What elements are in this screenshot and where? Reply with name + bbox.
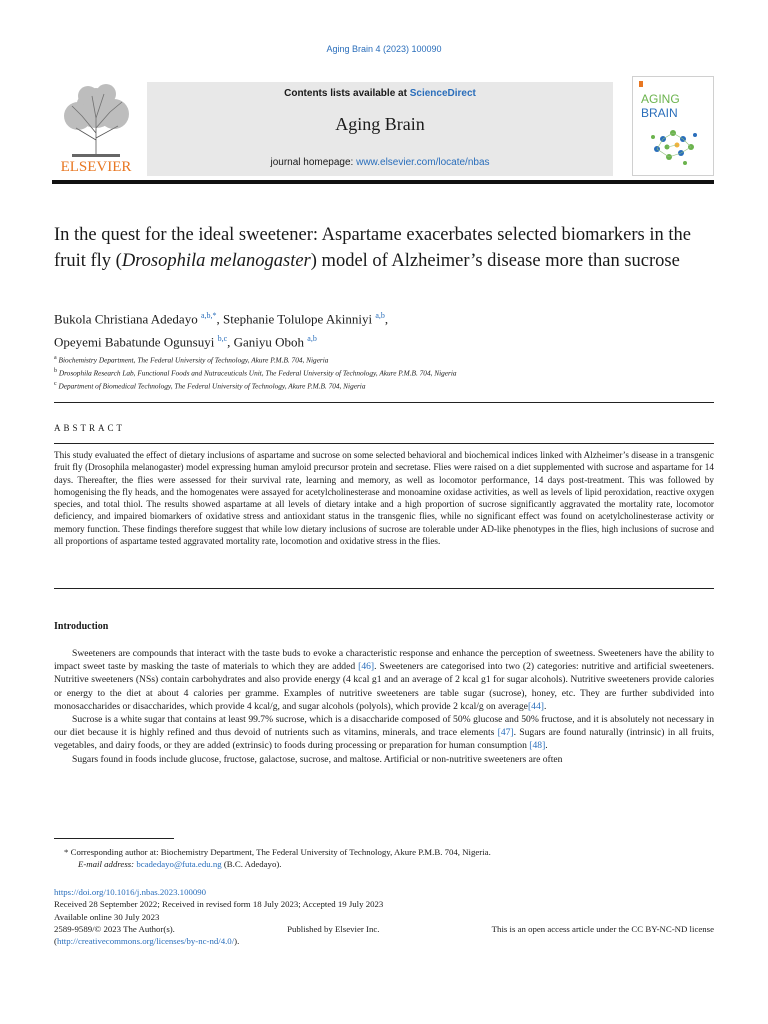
- contents-prefix: Contents lists available at: [284, 88, 410, 99]
- sciencedirect-link[interactable]: ScienceDirect: [409, 88, 476, 99]
- paragraph: Sugars found in foods include glucose, fructose, galactose, sucrose, and maltose. Artificial or non-nutritive sweeteners are often: [72, 753, 563, 765]
- affiliation-mark: b: [54, 367, 57, 374]
- author-affil-marks[interactable]: b,c: [217, 334, 228, 344]
- introduction-body: [54, 647, 714, 766]
- license-part: This is an open access article under the CC BY-NC-ND license: [491, 923, 714, 934]
- license-link[interactable]: http://creativecommons.org/licenses/by-nc-nd/4.0/: [56, 936, 235, 947]
- affiliation-mark: a: [54, 355, 57, 361]
- paragraph-text: Sweeteners are compounds that interact with the taste buds to evoke a characteristic response and enhance the perception of sweetness. Sweeteners have the ability to impact sweet taste by masking the taste of materials to which they are added: [54, 648, 714, 673]
- section-heading-introduction: Introduction: [54, 621, 109, 632]
- email-label: E-mail address:: [78, 859, 137, 870]
- abstract-bottom-rule: [54, 588, 714, 589]
- author-affil-marks[interactable]: a,b: [307, 334, 317, 344]
- article-title: [54, 222, 694, 274]
- affiliation: [54, 353, 714, 366]
- doi-link[interactable]: https://doi.org/10.1016/j.nbas.2023.100090: [54, 887, 207, 897]
- title-species: Drosophila melanogaster: [121, 251, 311, 271]
- affiliation-text: Department of Biomedical Technology, The Federal University of Technology, Akure P.M.B. 704, Nigeria: [58, 381, 366, 391]
- paragraph-text: Sucrose is a white sugar that contains at least 99.7% sucrose, which is a disaccharide composed of 50% glucose and 50% fructose, and it is absolutely not necessary in our diet because it is highly refined and thus devoid of nutrients such as vitamins, minerals, and trace elements: [54, 714, 714, 739]
- citation-ref[interactable]: [44]: [527, 700, 544, 712]
- journal-cover[interactable]: [632, 76, 714, 176]
- affiliation: [54, 379, 714, 392]
- author-name[interactable]: Stephanie Tolulope Akinniyi: [223, 311, 373, 327]
- cover-network-icon: [651, 130, 697, 165]
- available-online: Available online 30 July 2023: [54, 911, 160, 922]
- paragraph-text: . Sugars are found naturally (intrinsic) in all fruits, vegetables, and dairy foods, or they are added (extrinsic) to foods during processing or preparation for human consumption: [54, 727, 714, 752]
- license-part: Published by Elsevier Inc.: [287, 923, 380, 934]
- paragraph: [54, 713, 714, 753]
- journal-header: [147, 82, 613, 176]
- article-info: [54, 886, 714, 947]
- elsevier-logo: [52, 78, 140, 174]
- journal-name: Aging Brain: [335, 114, 425, 134]
- journal-citation[interactable]: Aging Brain 4 (2023) 100090: [326, 44, 442, 54]
- cover-title-line1: AGING: [641, 92, 680, 106]
- footnote-rule: [54, 838, 174, 839]
- license-part: 2589-9589/© 2023 The Author(s).: [54, 923, 175, 934]
- title-part1: In the quest for the ideal sweetener: Aspartame exacerbates selected biomarkers in the fruit fly (: [54, 225, 691, 271]
- abstract-top-rule: [54, 402, 714, 403]
- license-close-paren: ).: [234, 936, 240, 947]
- footnote: [54, 846, 714, 871]
- license-open-paren: (: [54, 936, 57, 947]
- affiliation-mark: c: [54, 380, 57, 387]
- author-list: [54, 306, 694, 353]
- journal-homepage-link[interactable]: www.elsevier.com/locate/nbas: [356, 157, 490, 168]
- abstract-heading-rule: [54, 443, 714, 444]
- title-part2: ) model of Alzheimer’s disease more than sucrose: [310, 251, 680, 271]
- abstract-text: This study evaluated the effect of dietary inclusions of aspartame and sucrose on some selected behavioral and biochemical indices linked with Alzheimer’s disease in a transgenic fruit fly (Drosophila melanogaster) model expressing human amyloid precursor protein and secretase. Flies were raised on a diet supplemented with sucrose and aspartame for 14 days. Thereafter, the flies were assessed for their survival rate, learning and memory, as well as locomotor performance, 14 days post-treatment. This was followed by homogenising the fly heads, and the homogenates were assayed for acetylcholinesterase and monoamine oxidase activities, as well as levels of lipid peroxidation, reactive oxygen species, and total thiol. The results showed aspartame at all levels of dietary intake and a high proportion of sucrose significantly aggravated the mortality rate, locomotor deficiency, and impaired biomarkers of oxidative stress and antioxidant status in the transgenic flies, while no significant effect was found on acetylcholinesterase activity or memory function. These findings therefore suggest that while low dietary inclusions of sucrose are tolerable under AD-like phenotypes in the flies, high inclusions of sucrose and all proportions of aspartame tested aggravated mortality rate, locomotion and oxidative stress in the flies.: [54, 450, 714, 547]
- corresponding-author-note: * Corresponding author at: Biochemistry Department, The Federal University of Technology, Akure P.M.B. 704, Nigeria.: [64, 847, 491, 857]
- author-name[interactable]: Bukola Christiana Adedayo: [54, 311, 198, 327]
- affiliation-text: Biochemistry Department, The Federal University of Technology, Akure P.M.B. 704, Nigeria: [58, 355, 329, 365]
- citation-ref[interactable]: [48]: [529, 740, 546, 752]
- author-separator: ,: [384, 311, 389, 327]
- paragraph: [54, 647, 714, 713]
- abstract-heading: ABSTRACT: [54, 423, 126, 433]
- header-rule: [52, 180, 714, 184]
- affiliation: [54, 366, 714, 379]
- author-affil-marks[interactable]: a,b,*: [200, 311, 217, 320]
- elsevier-tree-icon: [52, 78, 140, 174]
- author-separator: ,: [216, 311, 224, 327]
- homepage-prefix: journal homepage:: [270, 157, 357, 168]
- paragraph-text: . Sweeteners are categorised into two (2) categories: nutritive and artificial sweeteners. Nutritive sweeteners (NSs) contain carbohydrates and also provide energy (4 kcal g1 and an average of 2 kcal g1 for sugar alcohols). Nutritive sweeteners provide calories or energy to the diet at about 4 calories per gramme. Examples of nutritive sweeteners are table sugar (sucrose), honey, etc. They are further subdivided into monosaccharides or disaccharides, which provide 4 kcal/g, and sugar alcohols (polyols), which provide 2 kcal/g on average: [54, 661, 714, 712]
- author-name[interactable]: Ganiyu Oboh: [233, 334, 305, 350]
- author-separator: ,: [227, 334, 234, 350]
- email-line: [54, 858, 714, 870]
- email-suffix: (B.C. Adedayo).: [221, 859, 282, 870]
- author-name[interactable]: Opeyemi Babatunde Ogunsuyi: [54, 334, 215, 350]
- cover-title-line2: BRAIN: [641, 106, 678, 120]
- affiliation-text: Drosophila Research Lab, Functional Foods and Nutraceuticals Unit, The Federal University of Technology, Akure P.M.B. 704, Nigeria: [58, 368, 457, 378]
- author-email-link[interactable]: bcadedayo@futa.edu.ng: [136, 859, 222, 870]
- citation-ref[interactable]: [46]: [358, 661, 375, 673]
- license-link-line: [54, 935, 714, 947]
- author-affil-marks[interactable]: a,b: [375, 311, 385, 320]
- homepage-line: [147, 157, 613, 168]
- article-dates: Received 28 September 2022; Received in revised form 18 July 2023; Accepted 19 July 2023: [54, 899, 384, 910]
- citation-ref[interactable]: [47]: [497, 727, 514, 739]
- affiliation-list: [54, 353, 714, 392]
- paragraph-text: .: [543, 700, 547, 712]
- contents-line: [147, 88, 613, 99]
- elsevier-wordmark: ELSEVIER: [60, 159, 132, 174]
- license-line: [54, 923, 714, 935]
- journal-cover-art: [633, 77, 713, 175]
- paragraph-text: .: [545, 740, 548, 752]
